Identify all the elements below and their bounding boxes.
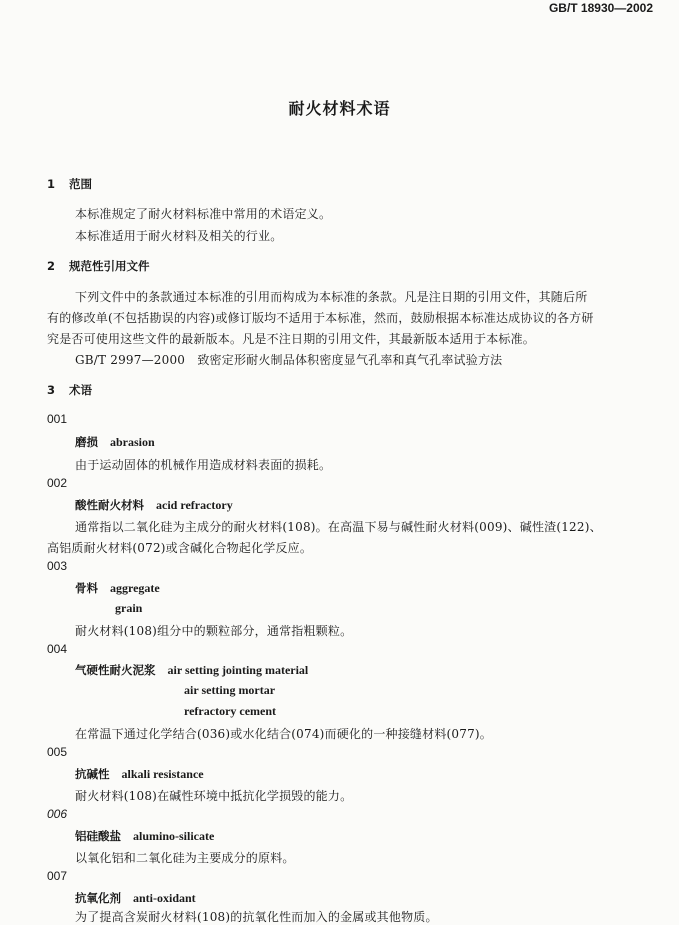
term-number: 004 (47, 642, 68, 656)
term-chinese: 抗氧化剂 (75, 891, 121, 905)
term-definition: 耐火材料(108)在碱性环境中抵抗化学损毁的能力。 (75, 789, 353, 803)
term-definition: 耐火材料(108)组分中的颗粒部分，通常指粗颗粒。 (75, 624, 353, 638)
scope-paragraph-1: 本标准规定了耐火材料标准中常用的术语定义。 (75, 207, 332, 221)
term-number: 002 (47, 476, 68, 490)
section-title: 规范性引用文件 (69, 259, 150, 273)
standard-code: GB/T 18930—2002 (548, 1, 653, 15)
term-english: aggregate (110, 581, 160, 595)
term-definition: 由于运动固体的机械作用造成材料表面的损耗。 (75, 458, 332, 472)
term-heading (75, 497, 233, 513)
term-chinese: 抗碱性 (75, 767, 110, 781)
section-2-heading (47, 258, 150, 274)
refs-line-1: 下列文件中的条款通过本标准的引用而构成为本标准的条款。凡是注日期的引用文件，其随后所 (75, 290, 588, 304)
refs-line-3: 究是否可使用这些文件的最新版本。凡是不注日期的引用文件，其最新版本适用于本标准。 (47, 332, 536, 346)
section-number: 2 (47, 259, 56, 273)
term-heading (75, 890, 196, 906)
term-heading (75, 828, 214, 844)
term-heading (75, 580, 160, 596)
section-title: 范围 (69, 177, 93, 191)
term-english: alumino-silicate (133, 829, 215, 843)
term-number: 001 (47, 412, 68, 426)
term-heading (75, 434, 155, 450)
term-english: acid refractory (156, 498, 233, 512)
section-3-heading (47, 382, 92, 398)
term-english: abrasion (110, 435, 155, 449)
section-1-heading (47, 176, 92, 192)
term-number: 006 (47, 807, 68, 821)
term-english: alkali resistance (121, 767, 204, 781)
term-definition: 以氧化铝和二氧化硅为主要成分的原料。 (75, 851, 295, 865)
term-heading (75, 766, 204, 782)
term-english: anti-oxidant (133, 891, 196, 905)
term-number: 003 (47, 559, 68, 573)
referenced-standard: GB/T 2997—2000 致密定形耐火制品体积密度显气孔率和真气孔率试验方法 (75, 353, 503, 367)
term-definition: 为了提高含炭耐火材料(108)的抗氧化性而加入的金属或其他物质。 (75, 910, 438, 924)
term-definition-line-2: 高铝质耐火材料(072)或含碱化合物起化学反应。 (47, 541, 313, 555)
term-synonym: air setting mortar (184, 683, 276, 697)
term-number: 005 (47, 745, 68, 759)
term-chinese: 酸性耐火材料 (75, 498, 144, 512)
term-synonym: grain (115, 601, 143, 615)
term-heading (75, 662, 308, 678)
term-chinese: 磨损 (75, 435, 98, 449)
term-definition: 在常温下通过化学结合(036)或水化结合(074)而硬化的一种接缝材料(077)。 (75, 727, 493, 741)
section-title: 术语 (69, 383, 93, 397)
term-definition-line-1: 通常指以二氧化硅为主成分的耐火材料(108)。在高温下易与碱性耐火材料(009)、碱性渣(122)、 (75, 520, 602, 534)
refs-line-2: 有的修改单(不包括勘误的内容)或修订版均不适用于本标准，然而，鼓励根据本标准达成协议的各方研 (47, 311, 594, 325)
document-title: 耐火材料术语 (288, 99, 391, 118)
scope-paragraph-2: 本标准适用于耐火材料及相关的行业。 (75, 229, 283, 243)
term-chinese: 气硬性耐火泥浆 (75, 663, 156, 677)
term-synonym: refractory cement (184, 704, 277, 718)
term-number: 007 (47, 869, 68, 883)
section-number: 3 (47, 383, 56, 397)
section-number: 1 (47, 177, 56, 191)
term-english: air setting jointing material (167, 663, 309, 677)
term-chinese: 骨料 (75, 581, 98, 595)
term-chinese: 铝硅酸盐 (75, 829, 121, 843)
